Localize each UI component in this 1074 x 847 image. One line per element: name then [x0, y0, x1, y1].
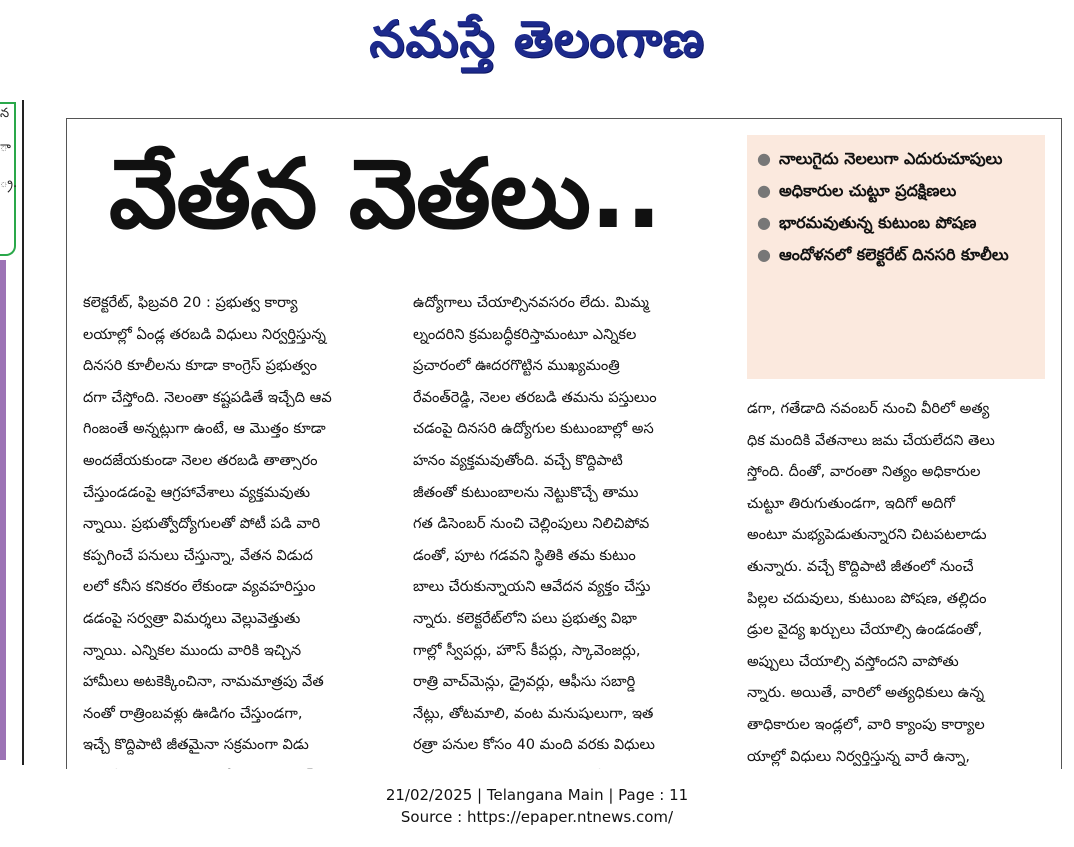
article-text-line — [83, 761, 399, 769]
article-text-line: లయాల్లో ఏండ్ల తరబడి విధులు నిర్వర్తిస్తున్న — [83, 325, 326, 343]
article-text-line: రత్రా పనుల కోసం 40 మంది వరకు విధులు — [413, 736, 655, 754]
article-text-line — [413, 761, 729, 769]
article-text-line: గత డిసెంబర్ నుంచి చెల్లింపులు నిలిచిపోవ — [413, 515, 650, 533]
article-column-3 — [747, 393, 1047, 769]
article-text-line: రాత్రి వాచ్‌మెన్లు, డ్రైవర్లు, ఆఫీసు సబార్డి — [413, 673, 636, 691]
adjacent-fragment: ్ర. — [0, 176, 18, 191]
newspaper-logo: నమస్తే తెలంగాణ — [369, 9, 705, 68]
article-text-line: హామీలు అటకెక్కించినా, నామమాత్రపు వేత — [83, 673, 324, 691]
masthead — [0, 0, 1074, 90]
article-text-line: అంటూ మభ్యపెడుతున్నారని చిటపటలాడు — [747, 526, 987, 544]
adjacent-purple-bar — [0, 260, 6, 760]
highlights-box — [747, 135, 1045, 379]
article-text-line: హనం వ్యక్తమవుతోంది. వచ్చే కొద్దిపాటి — [413, 451, 623, 469]
article-text-line: న్నారు. అయితే, వారిలో అత్యధికులు ఉన్న — [747, 684, 985, 702]
highlight-item — [757, 143, 1035, 175]
bullet-icon: ● — [757, 149, 771, 168]
article-text-line: నేట్లు, తోటమాలి, వంట మనుషులుగా, ఇత — [413, 704, 654, 722]
article-text-line: దగా చేస్తోంది. నెలంతా కష్టపడితే ఇచ్చేది ఆవ — [83, 388, 332, 406]
article-column-1 — [83, 287, 399, 769]
article-text-line: కలెక్టరేట్, ఫిబ్రవరి 20 : ప్రభుత్వ కార్యా — [83, 294, 298, 311]
article-text-line: గాల్లో స్వీపర్లు, హౌస్ కీపర్లు, స్కావెంజర్లు, — [413, 641, 641, 659]
article-text-line: రేవంత్‌రెడ్డి, నెలల తరబడి తమను పస్తులుం — [413, 388, 657, 406]
article-text-line: నంతో రాత్రింబవళ్లు ఊడిగం చేస్తుండగా, — [83, 704, 303, 722]
bullet-icon: ● — [757, 245, 771, 264]
article-text-line: చుట్టూ తిరుగుతుండగా, ఇదిగో అదిగో — [747, 494, 955, 512]
bullet-icon: ● — [757, 213, 771, 232]
article-text-line: డగా, గతేడాది నవంబర్ నుంచి వీరిలో అత్య — [747, 400, 990, 417]
highlight-item — [757, 207, 1035, 239]
article-text-line: ఉద్యోగాలు చేయాల్సినవసరం లేదు. మిమ్మ — [413, 294, 649, 311]
article-text-line: స్తోంది. దీంతో, వారంతా నిత్యం అధికారుల — [747, 463, 981, 481]
article-text-line: బాలు చేరుకున్నాయని ఆవేదన వ్యక్తం చేస్తు — [413, 578, 651, 596]
article-text-line: ప్రచారంలో ఊదరగొట్టిన ముఖ్యమంత్రి — [413, 357, 620, 375]
page-caption — [0, 784, 1074, 828]
article-text-line: డ్రుల వైద్య ఖర్చులు చేయాల్సి ఉండడంతో, — [747, 621, 983, 639]
highlight-item — [757, 175, 1035, 207]
article-text-line: యాల్లో విధులు నిర్వర్తిస్తున్న వారే ఉన్నా, — [747, 747, 970, 765]
article-text-line: అప్పులు చేయాల్సి వస్తోందని వాపోతు — [747, 652, 959, 670]
article-text-line: డంతో, పూట గడవని స్థితికి తమ కుటుం — [413, 546, 636, 564]
article-text-line: తున్నారు. వచ్చే కొద్దిపాటి జీతంలో నుంచే — [747, 557, 974, 575]
adjacent-fragment: న — [0, 106, 10, 121]
article-text-line: గింజంతే అన్నట్లుగా ఉంటే, ఆ మొత్తం కూడా — [83, 420, 326, 438]
article-text-line: అందజేయకుండా నెలల తరబడి తాత్సారం — [83, 451, 318, 469]
source-link[interactable]: Source : https://epaper.ntnews.com/ — [400, 808, 674, 826]
article-box — [66, 118, 1062, 769]
highlight-text: ఆందోళనలో కలెక్టరేట్ దినసరి కూలీలు — [779, 245, 1009, 264]
adjacent-fragment: ా — [0, 140, 11, 155]
article-text-line: కప్పగించే పనులు చేస్తున్నా, వేతన విడుద — [83, 546, 313, 564]
article-text-line: ల్నందరిని క్రమబద్ధీకరిస్తామంటూ ఎన్నికల — [413, 325, 637, 343]
article-text-line: ధిక మందికి వేతనాలు జమ చేయలేదని తెలు — [747, 431, 995, 449]
highlight-text: భారమవుతున్న కుటుంబ పోషణ — [779, 213, 977, 232]
adjacent-column-strip — [0, 100, 24, 765]
article-text-line: డడంపై సర్వత్రా విమర్శలు వెల్లువెత్తుతు — [83, 609, 301, 627]
highlight-text: నాలుగైదు నెలలుగా ఎదురుచూపులు — [779, 149, 1003, 168]
article-text-line: న్నాయి. ఎన్నికల ముందు వారికి ఇచ్చిన — [83, 641, 302, 659]
highlight-item — [757, 239, 1035, 271]
edition-info: 21/02/2025 | Telangana Main | Page : 11 — [385, 786, 689, 804]
highlights-list — [757, 143, 1035, 271]
bullet-icon: ● — [757, 181, 771, 200]
article-text-line: జీతంతో కుటుంబాలను నెట్టుకొచ్చే తాము — [413, 483, 639, 501]
article-headline: వేతన వెతలు.. — [109, 138, 661, 250]
article-column-2 — [413, 287, 729, 769]
article-text-line: న్నారు. కలెక్టరేట్‌లోని పలు ప్రభుత్వ విభా — [413, 609, 637, 627]
article-text-line: తాధికారుల ఇండ్లలో, వారి క్యాంపు కార్యాల — [747, 715, 985, 733]
highlight-text: అధికారుల చుట్టూ ప్రదక్షిణలు — [779, 181, 957, 200]
article-text-line: పిల్లల చదువులు, కుటుంబ పోషణ, తల్లిదం — [747, 589, 987, 607]
article-text-line: చేస్తుండడంపై ఆగ్రహావేశాలు వ్యక్తమవుతు — [83, 483, 311, 501]
article-text-line: లలో కనీస కనికరం లేకుండా వ్యవహరిస్తుం — [83, 578, 316, 596]
article-text-line: చడంపై దినసరి ఉద్యోగుల కుటుంబాల్లో అస — [413, 420, 654, 438]
article-text-line: దినసరి కూలీలను కూడా కాంగ్రెస్ ప్రభుత్వం — [83, 357, 318, 375]
article-text-line: న్నాయి. ప్రభుత్వోద్యోగులతో పోటీ పడి వారి — [83, 515, 321, 533]
article-text-line: ఇచ్చే కొద్దిపాటి జీతమైనా సక్రమంగా విడు — [83, 736, 309, 754]
